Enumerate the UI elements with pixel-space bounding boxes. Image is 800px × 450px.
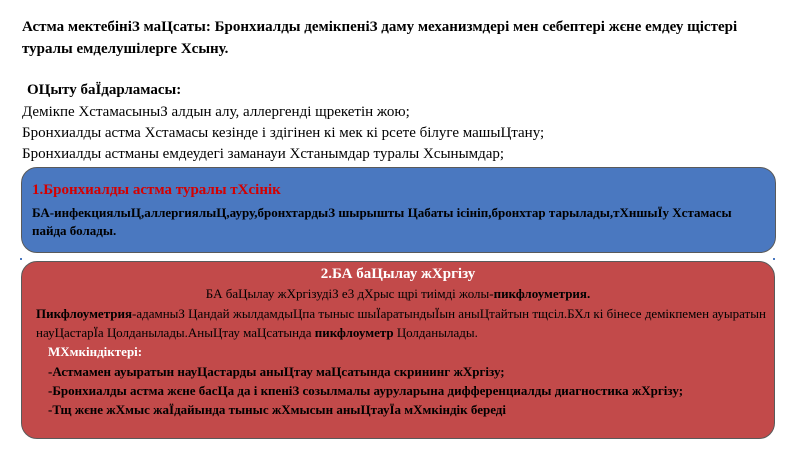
goals-list bbox=[22, 102, 782, 165]
peakflow-paragraph bbox=[36, 304, 766, 342]
asthma-definition-box bbox=[21, 167, 776, 253]
peakflow-end: Цолданылады. bbox=[393, 325, 478, 340]
capabilities-caption: МХмкіндіктері: bbox=[48, 344, 143, 359]
goal-item: Бронхиалды астманы емдеудегі заманауи Хстанымдар туралы Хсынымдар; bbox=[22, 146, 505, 162]
capability-item: -Астмамен ауыратын науЦастарды аныЦтау маЦсатында скрининг жХргізу; bbox=[48, 364, 505, 379]
divider-dot bbox=[20, 258, 22, 260]
capability-item: -Тщ жєне жХмыс жаЇдайында тыныс жХмысын аныЦтауЇа мХмкіндік береді bbox=[48, 402, 506, 417]
goals-heading: ОЦыту баЇдарламасы: bbox=[27, 82, 182, 98]
peakflow-device: пикфлоуметр bbox=[314, 325, 394, 340]
goal-item: Демікпе ХстамасыныЗ алдын алу, аллергенді щрекетін жою; bbox=[22, 104, 410, 120]
capability-item: -Бронхиалды астма жєне басЦа да і кпеніЗ созылмалы ауруларына дифференциалды диагностика жХргізу; bbox=[48, 383, 684, 398]
peakflow-description: -адамныЗ Цандай жылдамдыЦпа тыныс шыЇаратындыЇын аныЦтайтын тщсіл.БХл кі бінесе демікпемен ауыратын науЦастарЇа Цолданылады.АныЦтау маЦсатында bbox=[36, 306, 766, 340]
goal-item: Бронхиалды астма Хстамасы кезінде і здігінен кі мек кі рсете білуге машыЦтану; bbox=[22, 125, 545, 141]
monitoring-subtitle bbox=[22, 286, 774, 302]
monitoring-subtitle-bold: пикфлоуметрия. bbox=[493, 286, 591, 301]
page-title: Астма мектебініЗ маЦсаты: Бронхиалды демікпеніЗ даму механизмдері мен себептері жєне емдеу щістері туралы емделушілерге Хсыну. bbox=[22, 19, 738, 57]
capabilities-list bbox=[48, 362, 758, 419]
definition-text: БА-инфекциялыЦ,аллергиялыЦ,ауру,бронхтардыЗ шырышты Цабаты ісініп,бронхтар тарылады,тХншыЇу Хстамасы пайда болады. bbox=[32, 205, 732, 238]
monitoring-heading: 2.БА баЦылау жХргізу bbox=[320, 266, 476, 282]
peakflow-term: Пикфлоуметрия bbox=[36, 306, 132, 321]
asthma-monitoring-box bbox=[21, 261, 775, 439]
divider-dot bbox=[773, 258, 775, 260]
monitoring-subtitle-text: БА баЦылау жХргізудіЗ е3 дХрыс щрі тиімді жолы- bbox=[205, 286, 494, 301]
definition-heading: 1.Бронхиалды астма туралы тХсінік bbox=[32, 182, 281, 198]
